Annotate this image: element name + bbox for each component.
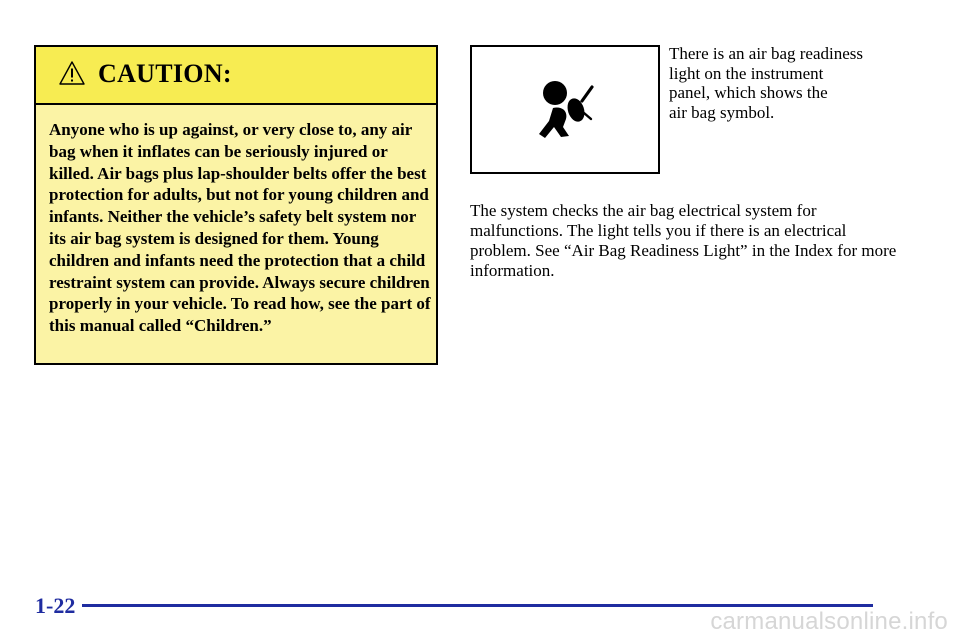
readiness-line: panel, which shows the [669,83,828,102]
caution-title: CAUTION: [98,59,232,88]
airbag-occupant-icon [536,79,596,139]
footer-divider [82,604,873,607]
caution-text: Anyone who is up against, or very close to, any air bag when it inflates can be seriously injured or killed. Air bags plus lap-shoulder belts offer the best protection for adults, but not for young children and infants. Neither the vehicle’s safety belt system nor its air bag system is designed for them. Young children and infants need the protection that a child restraint system can provide. Always secure children properly in your vehicle. To read how, see the part of this manual called “Children.” [49,120,431,336]
readiness-description [669,44,889,122]
caution-box [34,45,438,365]
airbag-symbol-frame [470,45,660,174]
page-number: 1-22 [35,593,76,618]
readiness-line: There is an air bag readiness [669,44,863,63]
readiness-line: air bag symbol. [669,102,775,122]
watermark: carmanualsonline.info [710,608,948,635]
readiness-line: light on the instrument [669,63,824,83]
warning-triangle-icon [58,60,86,86]
caution-header [36,47,436,105]
system-check-paragraph: The system checks the air bag electrical system for malfunctions. The light tells you if there is an electrical problem. See “Air Bag Readiness Light” in the Index for more information. [470,201,897,280]
